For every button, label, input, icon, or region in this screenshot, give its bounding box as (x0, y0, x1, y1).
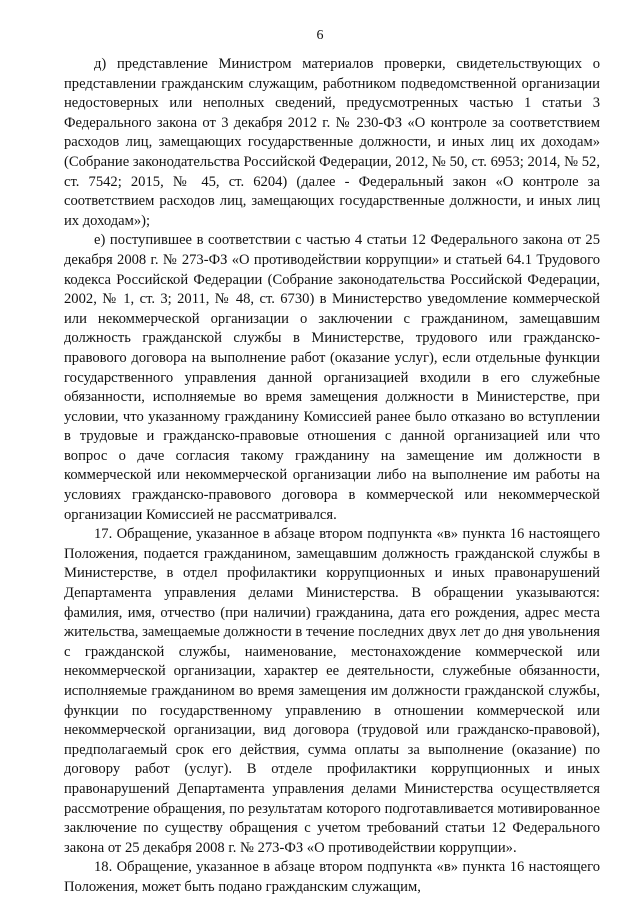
paragraph-e: е) поступившее в соответствии с частью 4 статьи 12 Федерального закона от 25 декабря 2008 г. № 273-ФЗ «О противодействии коррупции» и статьей 64.1 Трудового кодекса Российской Федерации (Собрание законодательства Российской Федерации, 2002, № 1, ст. 3; 2011, № 48, ст. 6730) в Министерство уведомление коммерческой или некоммерческой организации о заключении с гражданином, замещавшим должность гражданской службы в Министерстве, трудового или гражданско-правового договора на выполнение работ (оказание услуг), если отдельные функции государственного управления данной организацией входили в его служебные обязанности, исполняемые во время замещения должности в Министерстве, при условии, что указанному гражданину Комиссией ранее было отказано во вступлении в трудовые и гражданско-правовые отношения с данной организацией или что вопрос о даче согласия такому гражданину на замещение им должности в коммерческой или некоммерческой организации либо на выполнение им работы на условиях гражданско-правового договора в коммерческой или некоммерческой организации Комиссией не рассматривался. (64, 232, 600, 523)
document-body (64, 55, 600, 898)
paragraph-18: 18. Обращение, указанное в абзаце втором подпункта «в» пункта 16 настоящего Положения, может быть подано гражданским служащим, (64, 859, 600, 895)
page-number: 6 (316, 28, 324, 43)
paragraph-17: 17. Обращение, указанное в абзаце втором подпункта «в» пункта 16 настоящего Положения, подается гражданином, замещавшим должность гражданской службы в Министерстве, в отдел профилактики коррупционных и иных правонарушений Департамента управления делами Министерства. В обращении указываются: фамилия, имя, отчество (при наличии) гражданина, дата его рождения, адрес места жительства, замещаемые должности в течение последних двух лет до дня увольнения с гражданской службы, наименование, местонахождение коммерческой или некоммерческой организации, характер ее деятельности, служебные обязанности, исполняемые гражданином во время замещения им должности гражданской службы, функции по государственному управлению в отношении коммерческой или некоммерческой организации, вид договора (трудовой или гражданско-правовой), предполагаемый срок его действия, сумма оплаты за выполнение (оказание) по договору работ (услуг). В отделе профилактики коррупционных и иных правонарушений Департамента управления делами Министерства осуществляется рассмотрение обращения, по результатам которого подготавливается мотивированное заключение по существу обращения с учетом требований статьи 12 Федерального закона от 25 декабря 2008 г. № 273-ФЗ «О противодействии коррупции». (64, 526, 600, 856)
paragraph-d: д) представление Министром материалов проверки, свидетельствующих о представлении гражданским служащим, работником подведомственной организации недостоверных или неполных сведений, предусмотренных частью 1 статьи 3 Федерального закона от 3 декабря 2012 г. № 230-ФЗ «О контроле за соответствием расходов лиц, замещающих государственные должности, и иных лиц их доходам» (Собрание законодательства Российской Федерации, 2012, № 50, ст. 6953; 2014, № 52, ст. 7542; 2015, № 45, ст. 6204) (далее - Федеральный закон «О контроле за соответствием расходов лиц, замещающих государственные должности, и иных лиц их доходам»); (64, 56, 600, 229)
